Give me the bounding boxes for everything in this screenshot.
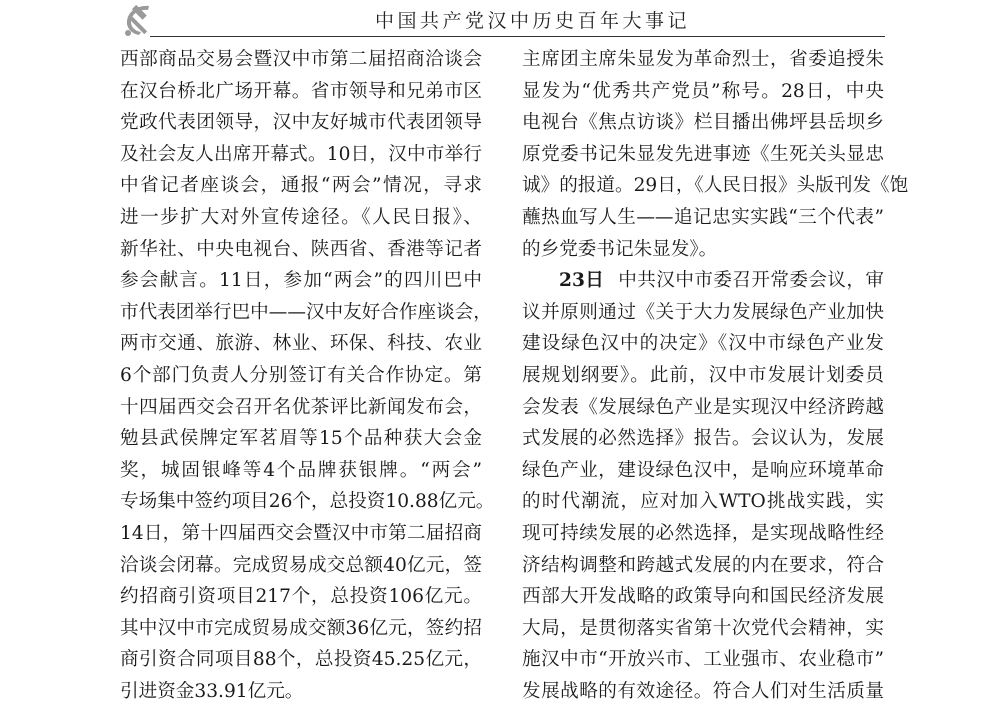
text-line: 市代表团举行巴中——汉中友好合作座谈会，: [120, 301, 492, 323]
text-line: 现可持续发展的必然选择，是实现战略性经: [522, 522, 884, 544]
text-line: 西部商品交易会暨汉中市第二届招商洽谈会: [120, 49, 482, 70]
text-line: 奖，城固银峰等4个品牌获银牌。“两会”: [120, 459, 482, 481]
text-line: 发展战略的有效途径。符合人们对生活质量: [522, 680, 884, 702]
text-line: 议并原则通过《关于大力发展绿色产业加快: [522, 301, 884, 323]
text-line: 会发表《发展绿色产业是实现汉中经济跨越: [522, 396, 884, 418]
text-line: 主席团主席朱显发为革命烈士，省委追授朱: [522, 49, 884, 70]
text-line: 引进资金33.91亿元。: [120, 680, 304, 702]
text-line: 新华社、中央电视台、陕西省、香港等记者: [120, 238, 482, 260]
text-line: 的乡党委书记朱显发》。: [522, 238, 718, 260]
text-line: 进一步扩大对外宣传途径。《人民日报》、: [120, 206, 482, 228]
text-line: 展规划纲要》。此前，汉中市发展计划委员: [522, 364, 884, 386]
text-line: 大局，是贯彻落实省第十次党代会精神，实: [522, 617, 884, 639]
text-line: 洽谈会闭幕。完成贸易成交总额40亿元，签: [120, 554, 482, 576]
left-column: [120, 44, 495, 707]
entry-first-line: [522, 265, 884, 297]
entry-text: 中共汉中市委召开常委会议，审: [618, 270, 884, 292]
text-line: 6个部门负责人分别签订有关合作协定。第: [120, 364, 482, 386]
text-line: 济结构调整和跨越式发展的内在要求，符合: [522, 554, 884, 576]
text-line: 党政代表团领导，汉中友好城市代表团领导: [120, 112, 482, 134]
text-line: 两市交通、旅游、林业、环保、科技、农业: [120, 333, 482, 355]
hammer-sickle-icon: [118, 2, 162, 38]
text-line: 绿色产业，建设绿色汉中，是响应环境革命: [522, 459, 884, 481]
entry-date: 23日: [559, 270, 605, 292]
text-line: 参会献言。11日，参加“两会”的四川巴中: [120, 270, 482, 292]
right-column: [522, 44, 909, 707]
text-line: 的时代潮流，应对加入WTO挑战实践，实: [522, 491, 884, 513]
text-line: 约招商引资项目217个，总投资106亿元。: [120, 586, 482, 608]
text-line: 式发展的必然选择》报告。会议认为，发展: [522, 428, 884, 450]
text-line: 十四届西交会召开名优茶评比新闻发布会，: [120, 396, 482, 418]
text-line: 在汉台桥北广场开幕。省市领导和兄弟市区: [120, 80, 482, 102]
text-line: 勉县武侯牌定军茗眉等15个品种获大会金: [120, 428, 482, 450]
text-line: 其中汉中市完成贸易成交额36亿元，签约招: [120, 617, 482, 639]
text-line: 专场集中签约项目26个，总投资10.88亿元。: [120, 491, 495, 513]
text-line: 蘸热血写人生——追记忠实实践“三个代表”: [522, 206, 884, 228]
text-line: 原党委书记朱显发先进事迹《生死关头显忠: [522, 143, 884, 165]
text-line: 西部大开发战略的政策导向和国民经济发展: [522, 586, 884, 608]
page-header: [0, 0, 1000, 38]
text-line: 中省记者座谈会，通报“两会”情况，寻求: [120, 175, 482, 197]
running-header-title: 中国共产党汉中历史百年大事记: [375, 10, 691, 32]
text-line: 显发为“优秀共产党员”称号。28日，中央: [522, 80, 884, 102]
header-rule: [150, 36, 885, 37]
text-line: 建设绿色汉中的决定》《汉中市绿色产业发: [522, 333, 884, 355]
text-line: 及社会友人出席开幕式。10日，汉中市举行: [120, 143, 482, 165]
text-line: 电视台《焦点访谈》栏目播出佛坪县岳坝乡: [522, 112, 884, 134]
text-line: 诚》的报道。29日，《人民日报》头版刊发《饱: [522, 175, 909, 197]
text-line: 14日，第十四届西交会暨汉中市第二届招商: [120, 522, 482, 544]
text-line: 施汉中市“开放兴市、工业强市、农业稳市”: [522, 649, 884, 671]
text-line: 商引资合同项目88个，总投资45.25亿元，: [120, 649, 482, 671]
